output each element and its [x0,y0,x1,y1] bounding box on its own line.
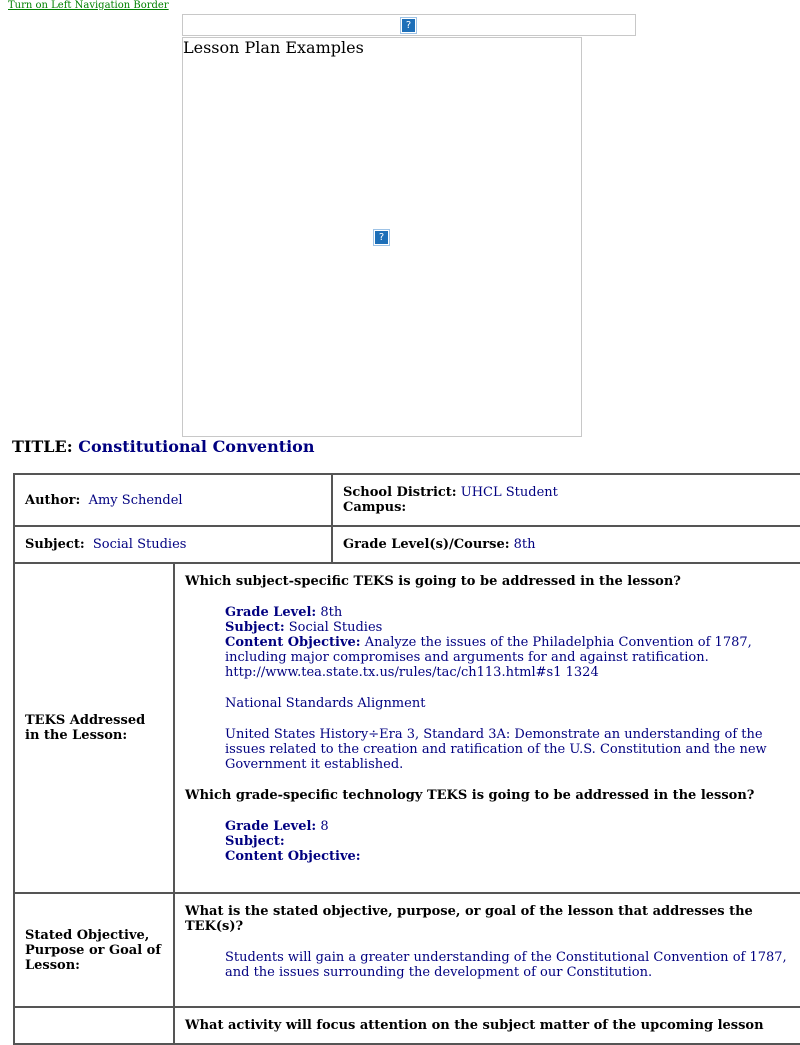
teks-row-label: TEKS Addressed in the Lesson: [14,563,174,893]
embedded-content-frame [182,37,582,437]
subject-cell [14,526,332,563]
grade-cell [332,526,800,563]
teks-question-subject: Which subject-specific TEKS is going to be addressed in the lesson? [185,574,681,589]
district-value: UHCL Student [460,485,558,500]
objective-question: What is the stated objective, purpose, or goal of the lesson that addresses the TEK(s)? [185,904,753,934]
objective-content [174,893,800,1007]
teks-url: http://www.tea.state.tx.us/rules/tac/ch113.html#s1 1324 [225,665,599,680]
frame-title: Lesson Plan Examples [183,38,364,57]
objective-answer: Students will gain a greater understanding of the Constitutional Convention of 1787, and the issues surrounding the development of our Constitution. [225,950,787,980]
teks-grade-value: 8th [320,605,343,620]
subject-label: Subject: [25,537,85,552]
teks-subject-value: Social Studies [288,620,383,635]
focus-content [174,1007,800,1044]
teks-technology-details [185,819,800,864]
focus-question: What activity will focus attention on the subject matter of the upcoming lesson [185,1018,764,1033]
teks-subject-details [185,605,800,772]
focus-row-label [14,1007,174,1044]
grade-value: 8th [513,537,536,552]
objective-row-label: Stated Objective, Purpose or Goal of Lesson: [14,893,174,1007]
district-cell [332,474,800,526]
author-value: Amy Schendel [88,492,183,508]
table-row [14,1007,800,1044]
tech-grade-value: 8 [320,819,329,834]
national-standards-text: United States History÷Era 3, Standard 3A: Demonstrate an understanding of the issues related to the creation and ratification of the U.S. Constitution and the new Government it established. [225,727,767,772]
title-label: TITLE: [12,437,73,456]
subject-value: Social Studies [92,537,187,552]
teks-content [174,563,800,893]
author-label: Author: [25,492,81,508]
campus-label: Campus: [343,500,407,515]
teks-subject-label: Subject: [225,620,285,635]
table-row [14,526,800,563]
teks-objective-value: Analyze the issues of the Philadelphia Convention of 1787, including major compromises and arguments for and against ratification. [225,635,752,665]
district-label: School District: [343,485,457,500]
broken-image-icon: ? [375,231,388,244]
top-banner-frame [182,14,636,36]
toggle-left-nav-link[interactable]: Turn on Left Navigation Border [8,0,169,11]
teks-objective-label: Content Objective: [225,635,361,650]
broken-image-icon: ? [402,19,415,32]
table-row [14,474,800,526]
teks-question-technology: Which grade-specific technology TEKS is going to be addressed in the lesson? [185,788,755,803]
lesson-title [12,437,314,456]
tech-objective-label: Content Objective: [225,849,361,864]
tech-subject-label: Subject: [225,834,285,849]
tech-grade-label: Grade Level: [225,819,317,834]
table-row [14,893,800,1007]
author-cell [14,474,332,526]
national-standards-heading: National Standards Alignment [225,696,426,711]
table-row [14,563,800,893]
lesson-plan-table [13,473,800,1045]
teks-grade-label: Grade Level: [225,605,317,620]
grade-label: Grade Level(s)/Course: [343,537,510,552]
title-value: Constitutional Convention [78,437,315,456]
